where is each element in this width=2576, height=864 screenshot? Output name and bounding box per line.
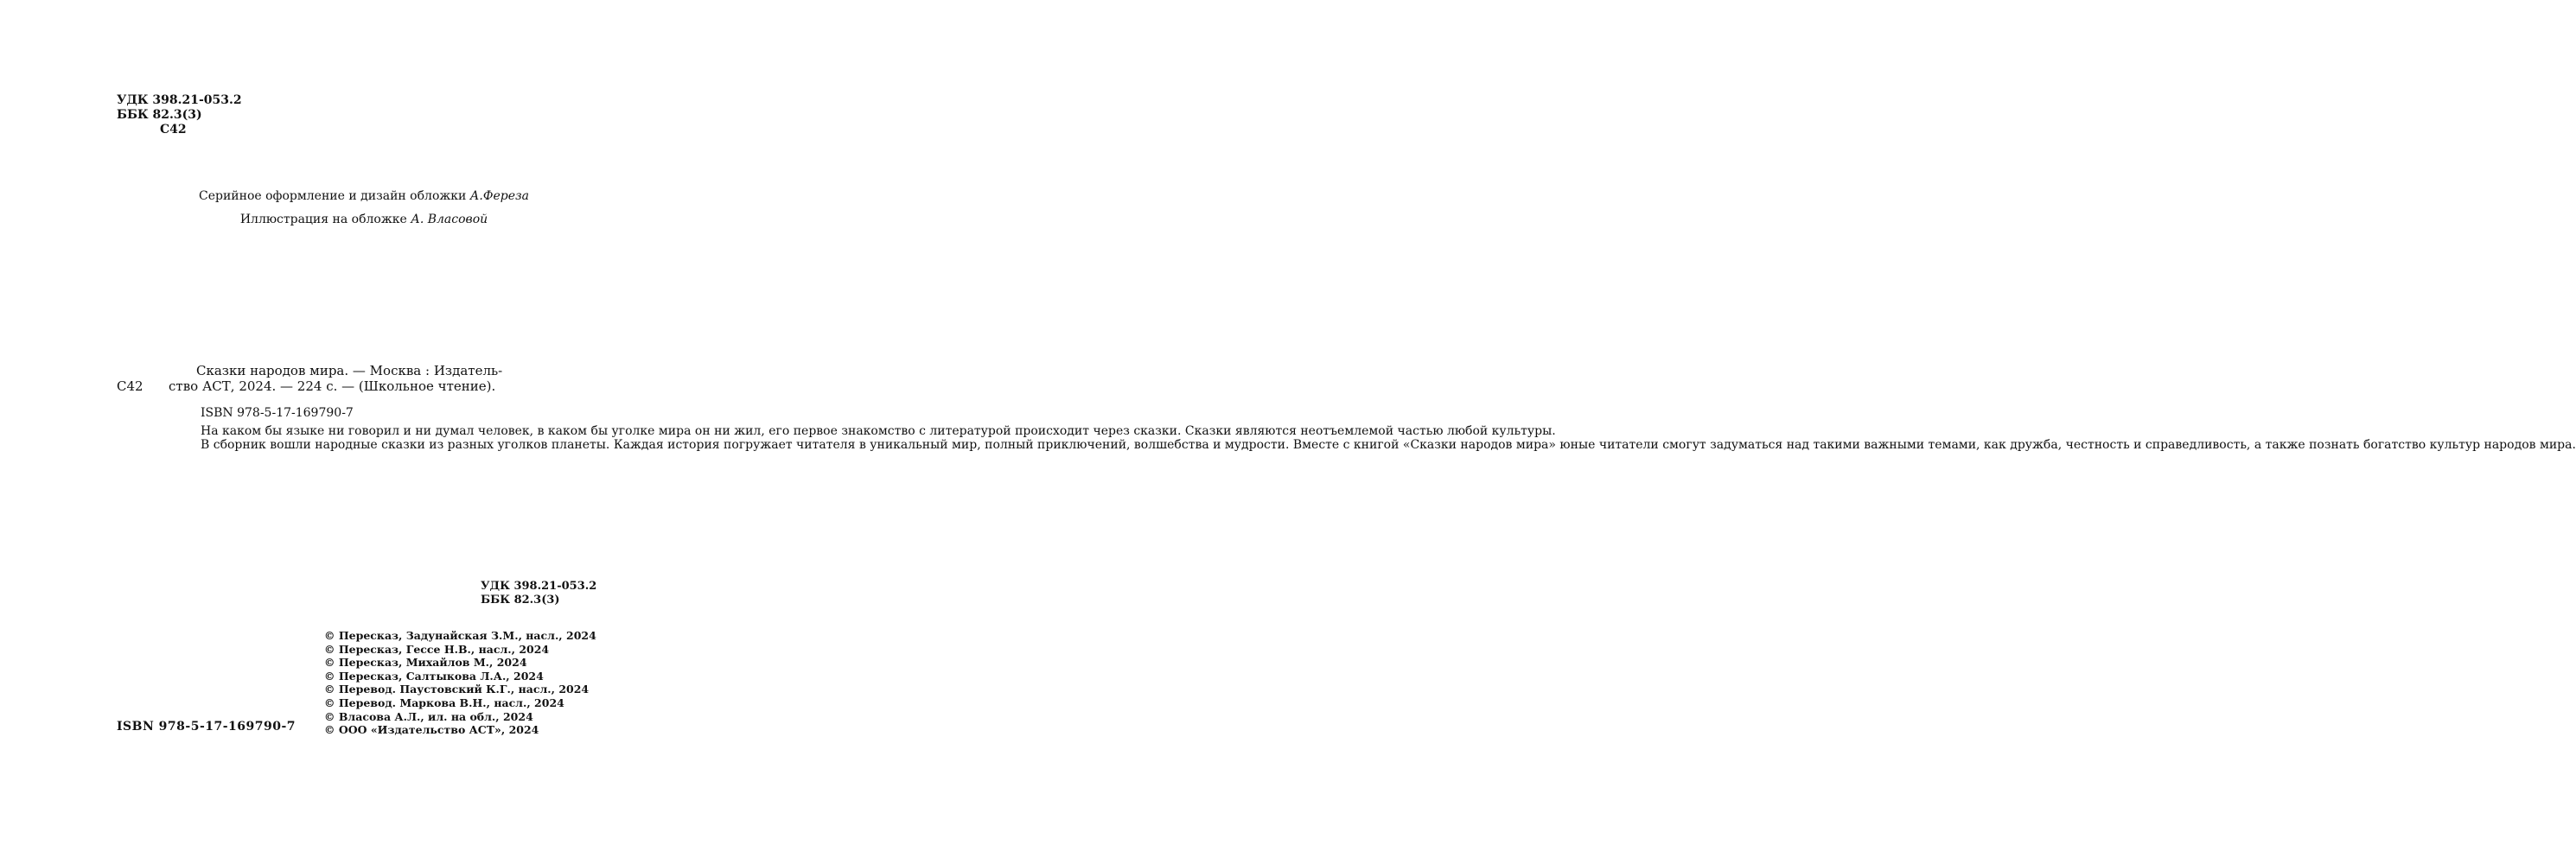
copyright-line: © Пересказ, Салтыкова Л.А., 2024 xyxy=(324,669,544,683)
bibliography-isbn: ISBN 978-5-17-169790-7 xyxy=(201,406,354,420)
footer-udk: УДК 398.21-053.2 xyxy=(481,580,597,593)
copyright-line: © Пересказ, Гессе Н.В., насл., 2024 xyxy=(324,642,550,656)
udk-code: УДК 398.21-053.2 xyxy=(117,93,242,107)
bibliography-line-1: Сказки народов мира. — Москва : Издатель- xyxy=(196,363,503,378)
illustration-credit-prefix: Иллюстрация на обложке xyxy=(239,213,411,226)
classification-block xyxy=(117,93,242,137)
designer-name: А.Фереза xyxy=(469,189,529,203)
annotation-paragraph-2: В сборник вошли народные сказки из разных уголков планеты. Каждая история погружает читателя в уникальный мир, полный приключений, волшебства и мудрости. Вместе с книгой «Сказки народов мира» юные читатели смогут задуматься над такими важными темами, как дружба, честность и справедливость, а также познать богатство культур народов мира. xyxy=(201,438,2576,453)
bibliography-line-2: ство АСТ, 2024. — 224 с. — (Школьное чтение). xyxy=(169,378,496,394)
copyright-line: © Пересказ, Михайлов М., 2024 xyxy=(324,656,527,670)
bbk-code: ББК 82.3(3) xyxy=(117,108,202,122)
bibliographic-record xyxy=(169,363,618,394)
annotation-paragraph-1: На каком бы языке ни говорил и ни думал человек, в каком бы уголке мира он ни жил, его первое знакомство с литературой происходит через сказки. Сказки являются неотъемлемой частью любой культуры. xyxy=(201,424,1556,438)
footer-bbk: ББК 82.3(3) xyxy=(481,594,560,607)
bibliography-code: С42 xyxy=(117,378,143,394)
copyright-line: © Перевод. Маркова В.Н., насл., 2024 xyxy=(324,696,564,709)
illustrator-name: А. Власовой xyxy=(411,213,488,226)
copyright-line: © Власова А.Л., ил. на обл., 2024 xyxy=(324,709,533,723)
author-mark: С42 xyxy=(160,123,187,137)
copyright-line: © Перевод. Паустовский К.Г., насл., 2024 xyxy=(324,683,590,696)
copyright-line: © Пересказ, Задунайская З.М., насл., 2024 xyxy=(324,629,596,642)
copyright-line: © ООО «Издательство АСТ», 2024 xyxy=(324,723,539,737)
footer-codes xyxy=(481,580,596,607)
copyright-list xyxy=(324,629,596,737)
illustration-credit xyxy=(0,213,728,226)
annotation xyxy=(169,424,2576,453)
design-credit xyxy=(0,189,728,203)
isbn-bottom: ISBN 978-5-17-169790-7 xyxy=(117,720,296,734)
design-credit-prefix: Серийное оформление и дизайн обложки xyxy=(199,189,470,203)
